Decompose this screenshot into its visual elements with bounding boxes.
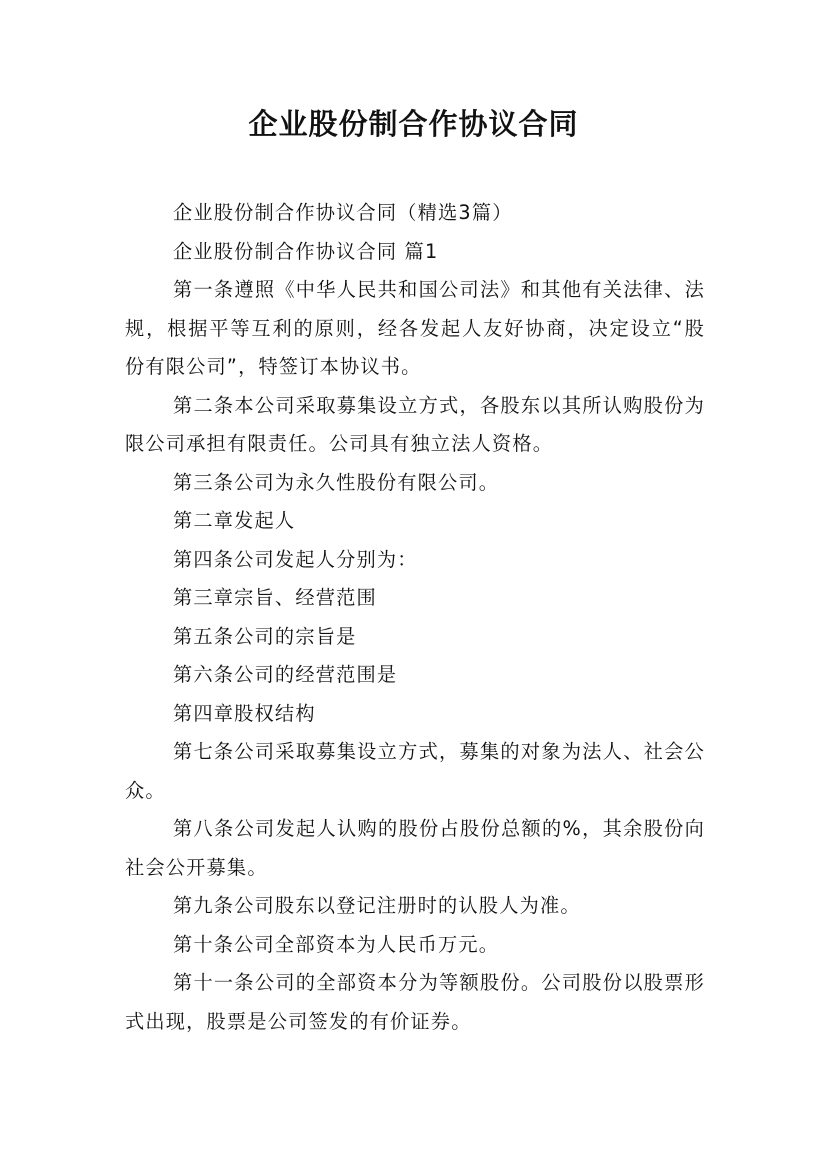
paragraph-section-heading: 企业股份制合作协议合同 篇1 xyxy=(173,239,439,263)
paragraph-article-6: 第六条公司的经营范围是 xyxy=(173,663,398,686)
paragraph-subtitle: 企业股份制合作协议合同（精选3篇） xyxy=(173,201,513,224)
paragraph-article-11: 第十一条公司的全部资本分为等额股份。公司股份以股票形式出现，股票是公司签发的有价证券。 xyxy=(125,971,705,1033)
document-title: 企业股份制合作协议合同 xyxy=(248,107,579,141)
paragraph-chapter-2: 第二章发起人 xyxy=(173,509,296,532)
paragraph-article-5: 第五条公司的宗旨是 xyxy=(173,624,357,648)
paragraph-chapter-4: 第四章股权结构 xyxy=(173,701,316,725)
paragraph-article-7: 第七条公司采取募集设立方式，募集的对象为法人、社会公众。 xyxy=(125,740,705,802)
paragraph-article-4: 第四条公司发起人分别为： xyxy=(173,547,418,571)
paragraph-article-1: 第一条遵照《中华人民共和国公司法》和其他有关法律、法规，根据平等互利的原则，经各发起人友好协商，决定设立“股份有限公司”，特签订本协议书。 xyxy=(125,278,705,378)
paragraph-article-8: 第八条公司发起人认购的股份占股份总额的%，其余股份向社会公开募集。 xyxy=(125,817,705,879)
paragraph-article-10: 第十条公司全部资本为人民币万元。 xyxy=(173,932,500,956)
paragraph-article-2: 第二条本公司采取募集设立方式，各股东以其所认购股份为限公司承担有限责任。公司具有独立法人资格。 xyxy=(125,393,705,455)
paragraph-article-9: 第九条公司股东以登记注册时的认股人为准。 xyxy=(173,894,581,917)
paragraph-article-3: 第三条公司为永久性股份有限公司。 xyxy=(173,470,500,494)
document-body xyxy=(125,194,705,1041)
paragraph-chapter-3: 第三章宗旨、经营范围 xyxy=(173,586,377,609)
